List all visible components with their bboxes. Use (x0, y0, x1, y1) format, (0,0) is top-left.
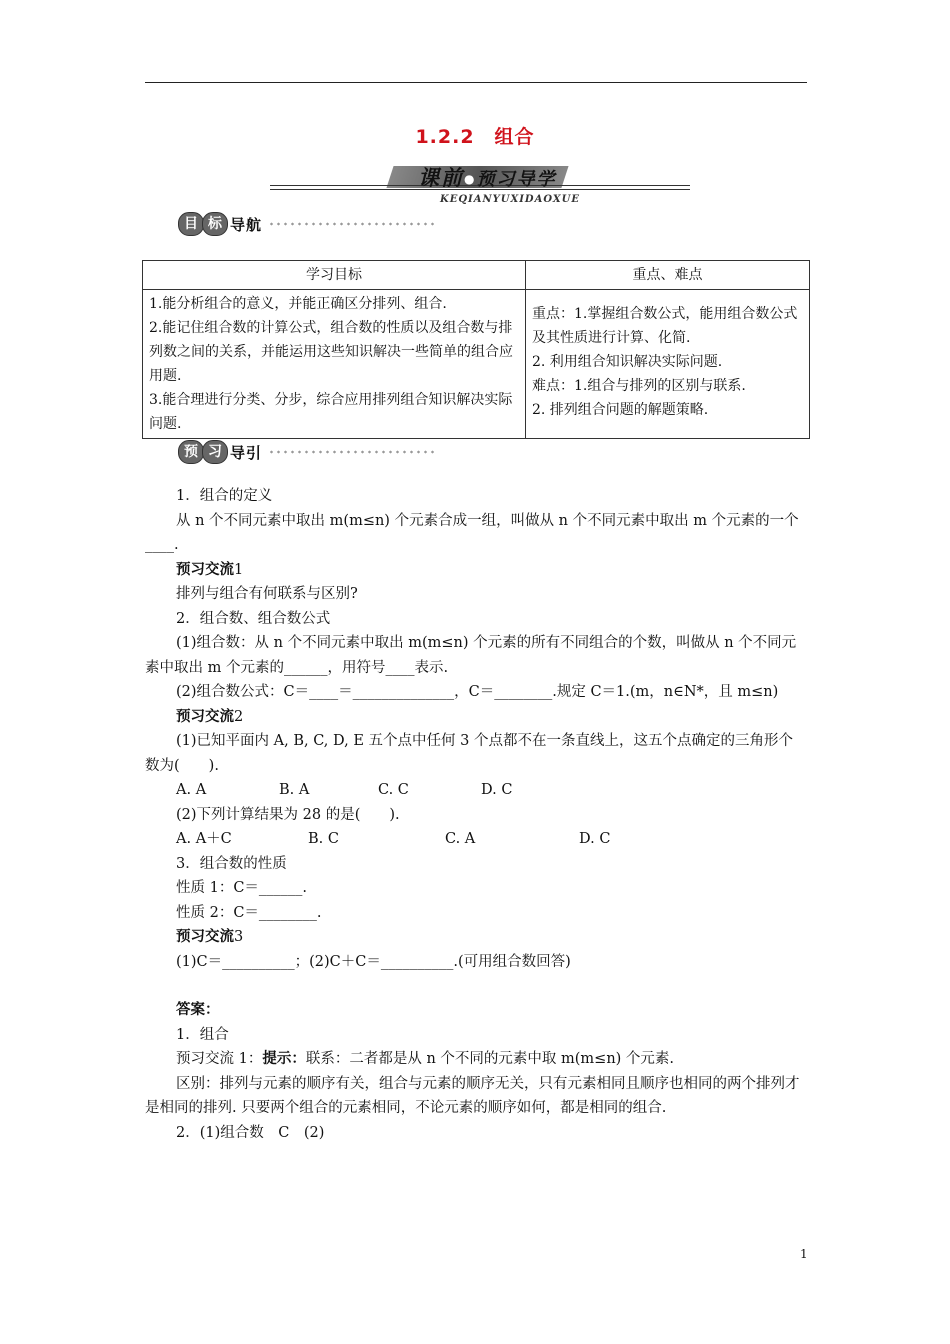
exercise-label-text: 预习交流 (176, 708, 234, 725)
banner-dot-icon: ● (464, 172, 477, 186)
banner (270, 160, 690, 208)
section-label: 导引 (230, 443, 263, 462)
exercise-label-text: 预习交流 (176, 929, 234, 945)
paragraph: (1)组合数：从 n 个不同元素中取出 m(m≤n) 个元素的所有不同组合的个数，叫做从 n 个不同元素中取出 m 个元素的______，用符号____表示. (145, 635, 797, 676)
paragraph: 从 n 个不同元素中取出 m(m≤n) 个元素合成一组，叫做从 n 个不同元素中取出 m 个元素的一个____. (145, 512, 799, 553)
exercise-label (145, 558, 807, 583)
banner-main: 课前 (418, 166, 464, 190)
option: D. C (481, 782, 513, 798)
key-point: 2. 利用组合知识解决实际问题. (532, 354, 723, 370)
paragraph: (2)下列计算结果为 28 的是( ). (176, 806, 400, 823)
goal-item: 2.能记住组合数的计算公式，组合数的性质以及组合数与排列数之间的关系，并能运用这些知识解决一些简单的组合应用题. (149, 320, 513, 384)
page-number: 1 (800, 1247, 808, 1261)
answer-label: 答案： (176, 1002, 220, 1018)
section-title: 1．组合的定义 (176, 488, 273, 504)
key-point: 难点：1.组合与排列的区别与联系. (532, 378, 746, 394)
exercise-label (145, 925, 807, 950)
option: A. A (176, 782, 207, 798)
answer (145, 1047, 807, 1072)
answer: 2．(1)组合数 C (2) (176, 1124, 325, 1141)
key-point: 2. 排列组合问题的解题策略. (532, 402, 709, 418)
option-row (145, 778, 807, 803)
option: B. A (279, 782, 310, 798)
option: A. A＋C (176, 831, 232, 847)
key-points-cell (526, 290, 810, 439)
body-text (145, 484, 807, 1145)
goal-item: 3.能合理进行分类、分步，综合应用排列组合知识解决实际问题. (149, 392, 513, 432)
option-row (145, 827, 807, 852)
badge-char: 标 (202, 212, 228, 236)
table-header: 学习目标 (143, 261, 526, 290)
paragraph: 排列与组合有何联系与区别? (176, 586, 358, 602)
option: D. C (579, 831, 611, 847)
goals-cell (143, 290, 526, 439)
answer-prefix: 预习交流 1： (176, 1051, 263, 1067)
badge-char: 习 (202, 440, 228, 464)
answer: 1．组合 (176, 1026, 229, 1043)
paragraph: (1)C＝__________；(2)C＋C＝__________.(可用组合数回答) (176, 953, 571, 970)
header-rule (145, 82, 807, 83)
section-badge (178, 212, 226, 236)
hint-label: 提示： (262, 1051, 306, 1067)
section-label: 导航 (230, 215, 263, 234)
goal-item: 1.能分析组合的意义，并能正确区分排列、组合. (149, 296, 447, 312)
exercise-number: 3 (234, 929, 244, 945)
spacer (145, 974, 807, 998)
section-head-preview (178, 440, 438, 464)
section-head-goals (178, 212, 438, 236)
exercise-number: 2 (234, 708, 244, 725)
option: C. C (378, 782, 409, 798)
option: B. C (308, 831, 339, 847)
badge-char: 目 (178, 212, 204, 236)
paragraph: (1)已知平面内 A, B, C, D, E 五个点中任何 3 个点都不在一条直线上，这五个点确定的三角形个数为( ). (145, 733, 793, 774)
option: C. A (445, 831, 476, 847)
section-title: 3．组合数的性质 (176, 855, 287, 872)
exercise-label (145, 705, 807, 730)
answer-text: 联系：二者都是从 n 个不同的元素中取 m(m≤n) 个元素. (305, 1051, 675, 1067)
section-title: 2．组合数、组合数公式 (176, 610, 331, 627)
table-header: 重点、难点 (526, 261, 810, 290)
dotted-leader (268, 220, 438, 228)
page-title: 1.2.2 组合 (415, 126, 535, 148)
dotted-leader (268, 448, 438, 456)
exercise-number: 1 (234, 561, 244, 578)
answer: 区别：排列与元素的顺序有关，组合与元素的顺序无关，只有元素相同且顺序也相同的两个排列才是相同的排列. 只要两个组合的元素相同，不论元素的顺序如何，都是相同的组合. (145, 1075, 800, 1116)
paragraph: 性质 1：C＝______. (176, 880, 308, 896)
banner-sub: 预习导学 (476, 169, 557, 190)
badge-char: 预 (178, 440, 204, 464)
banner-title (418, 162, 556, 192)
key-point: 重点：1.掌握组合数公式，能用组合数公式及其性质进行计算、化简. (532, 306, 798, 346)
paragraph: 性质 2：C＝________. (176, 904, 322, 921)
exercise-label-text: 预习交流 (176, 561, 234, 578)
banner-pinyin: KEQIANYUXIDAOXUE (440, 194, 580, 205)
section-badge (178, 440, 226, 464)
goals-table (142, 260, 810, 439)
paragraph: (2)组合数公式：C＝____＝______________，C＝________.规定 C＝1.(m，n∈N*，且 m≤n) (176, 684, 779, 700)
